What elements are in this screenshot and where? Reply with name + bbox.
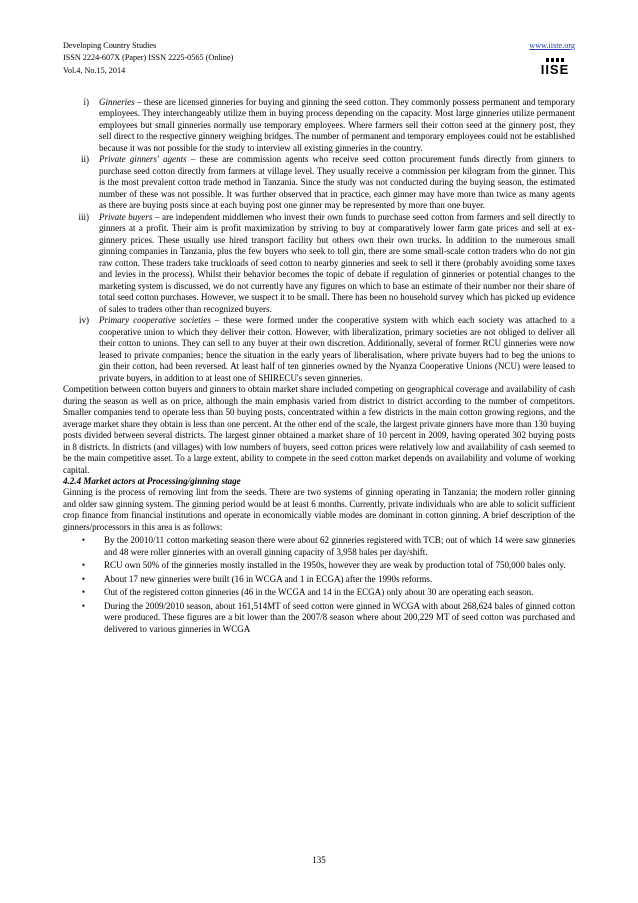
bullet-text: About 17 new ginneries were built (16 in WCGA and 1 in ECGA) after the 1990s reforms. (104, 573, 433, 584)
list-item-number: ii) (80, 154, 89, 165)
list-item (63, 154, 575, 211)
list-item-text (99, 154, 575, 211)
list-item-text (99, 212, 575, 315)
volume-line: Vol.4, No.15, 2014 (63, 65, 126, 75)
bullet-item (63, 601, 575, 635)
bullet-item (63, 560, 575, 571)
list-item-term: Private ginners' agents (99, 154, 187, 165)
list-item-description: – these are commission agents who receive seed cotton procurement funds directly from ginners to purchase seed cotton directly from farmers at village level. They usually receive a commission per kilogram from the ginner. This is the most prevalent cotton trade method in Tanzania. Since the study was not conducted during the buying season, the estimated number of these was not possible. It was further observed that in practice, each ginner may have more than twice as many agents as there are buying posts since at each buying post one ginner may be represented by more than one buyer. (99, 154, 575, 211)
page-number: 135 (312, 855, 326, 865)
iiste-logo (535, 58, 575, 84)
bullet-icon: • (81, 600, 86, 611)
bullet-icon: • (81, 587, 86, 598)
page-header (63, 40, 575, 77)
bullet-icon: • (81, 573, 86, 584)
list-item-number: iii) (78, 211, 89, 222)
competition-paragraph: Competition between cotton buyers and ginners to obtain market share included competing on geographical coverage and availability of cash during the season as well as on price, although the main emphasis varied from district to district according to the number of competitors. Smaller companies tend to operate less than 50 buying posts, concentrated within a few districts in the main cotton growing regions, and the average market share they obtain is less than one percent. At the other end of the scale, the largest private ginners have more than 130 buying posts divided between several districts. The largest ginner obtained a market share of 10 percent in 2009, having operated 302 buying posts in 8 districts. In districts (and villages) with low numbers of buyers, seed cotton prices were relatively low and availability of cash seemed to be the main competitive asset. To a large extent, ability to compete in the seed cotton market depends on availability and volume of working capital. (63, 384, 575, 475)
list-item-text (99, 315, 575, 384)
journal-name: Developing Country Studies (63, 41, 157, 50)
list-item (63, 212, 575, 315)
list-item-description: – these were formed under the cooperative system with which each society was attached to a cooperative union to which they deliver their cotton. However, with liberalization, primary societies are not obliged to deliver all their cotton to unions. They can sell to any buyer at their own discretion. Additionally, several of former RCU ginneries were now leased to private companies; hence the situation in the early years of liberalisation, where private buyers had to beg the unions to gin their cotton, had been reversed. At least half of ten ginneries owned by the Nyanza Cooperative Unions (NCU) were leased to private buyers, in addition to at least one of SHIRECU's seven ginneries. (99, 315, 575, 383)
bullet-text: RCU own 50% of the ginneries mostly installed in the 1950s, however they are weak by production total of 750,000 bales only. (104, 560, 566, 571)
list-item-term: Ginneries (99, 97, 135, 107)
bullet-text: During the 2009/2010 season, about 161,514MT of seed cotton were ginned in WCGA with about 268,624 bales of ginned cotton were produced. These figures are a bit lower than the 2007/8 season where about 200,229 MT of seed cotton was purchased and delivered to various ginneries in WCGA (104, 600, 575, 634)
bullet-text: By the 20010/11 cotton marketing season there were about 62 ginneries registered with TCB; out of which 14 were saw ginneries and 48 were roller ginneries with an overall ginning capacity of 3,958 bales per day/shift. (104, 535, 575, 557)
list-item (63, 315, 575, 384)
journal-url-link[interactable]: www.iiste.org (529, 41, 575, 50)
logo-text: IISE (540, 62, 570, 77)
list-item-term: Private buyers (99, 211, 153, 222)
bullet-text: Out of the registered cotton ginneries (46 in the WCGA and 14 in the ECGA) only about 30 are operating each season. (104, 587, 534, 598)
section-heading: 4.2.4 Market actors at Processing/ginning stage (63, 475, 241, 486)
bullet-icon: • (81, 535, 86, 546)
list-item-text (99, 97, 575, 154)
ginning-paragraph: Ginning is the process of removing lint from the seeds. There are two systems of ginning operating in Tanzania; the modern roller ginning and older saw ginning system. The ginning period would be at least 6 months. Currently, private individuals who are able to solicit sufficient crop finance from financial institutions and operate in economically viable modes are dominant in cotton ginning. A brief description of the ginners/processors in this area is as follows: (63, 487, 575, 532)
bullet-icon: • (81, 560, 86, 571)
list-item-description: – these are licensed ginneries for buying and ginning the seed cotton. They commonly possess permanent and temporary employees. They interchangeably utilize them in buying process depending on the capacity. Most large ginneries utilize permanent employees but small ginneries normally use temporary employees. Where farmers sell their cotton seed at the ginnery post, they sell direct to the respective ginnery weighing bridges. The number of permanent and temporary employees could not be established because it was not possible for the study to interview all existing ginneries in the country. (99, 97, 575, 153)
issn-line: ISSN 2224-607X (Paper) ISSN 2225-0565 (Online) (63, 53, 234, 63)
bullet-item (63, 574, 575, 585)
bullet-item (63, 587, 575, 598)
list-item-number: i) (83, 97, 89, 107)
list-item-number: iv) (78, 315, 89, 326)
list-item (63, 97, 575, 154)
bullet-item (63, 535, 575, 558)
page-body (63, 97, 575, 635)
list-item-description: – are independent middlemen who invest their own funds to purchase seed cotton from farmers and sell directly to ginners at a profit. Their aim is profit maximization by striving to buy at comparatively lower farm gate prices and sell at ex-ginnery prices. These usually use hired transport facility but others own their own trucks. In addition to the numerous small ginning companies in Tanzania, plus the few buyers who seek to toll gin, there are some small-scale cotton traders who do not gin raw cotton. These traders take truckloads of seed cotton to nearby ginneries and seek to sell it there (probably avoiding some taxes and levies in the process). Whilst their behavior becomes the topic of debate if regulation of ginneries or potential changes to the marketing system is discussed, we do not currently have any figures on which to base an estimate of their number nor their share of total seed cotton purchases. However, we suspect it to be small. There has been no household survey which has picked up evidence of sales to traders other than recognized buyers. (99, 211, 575, 314)
list-item-term: Primary cooperative societies (99, 315, 211, 326)
